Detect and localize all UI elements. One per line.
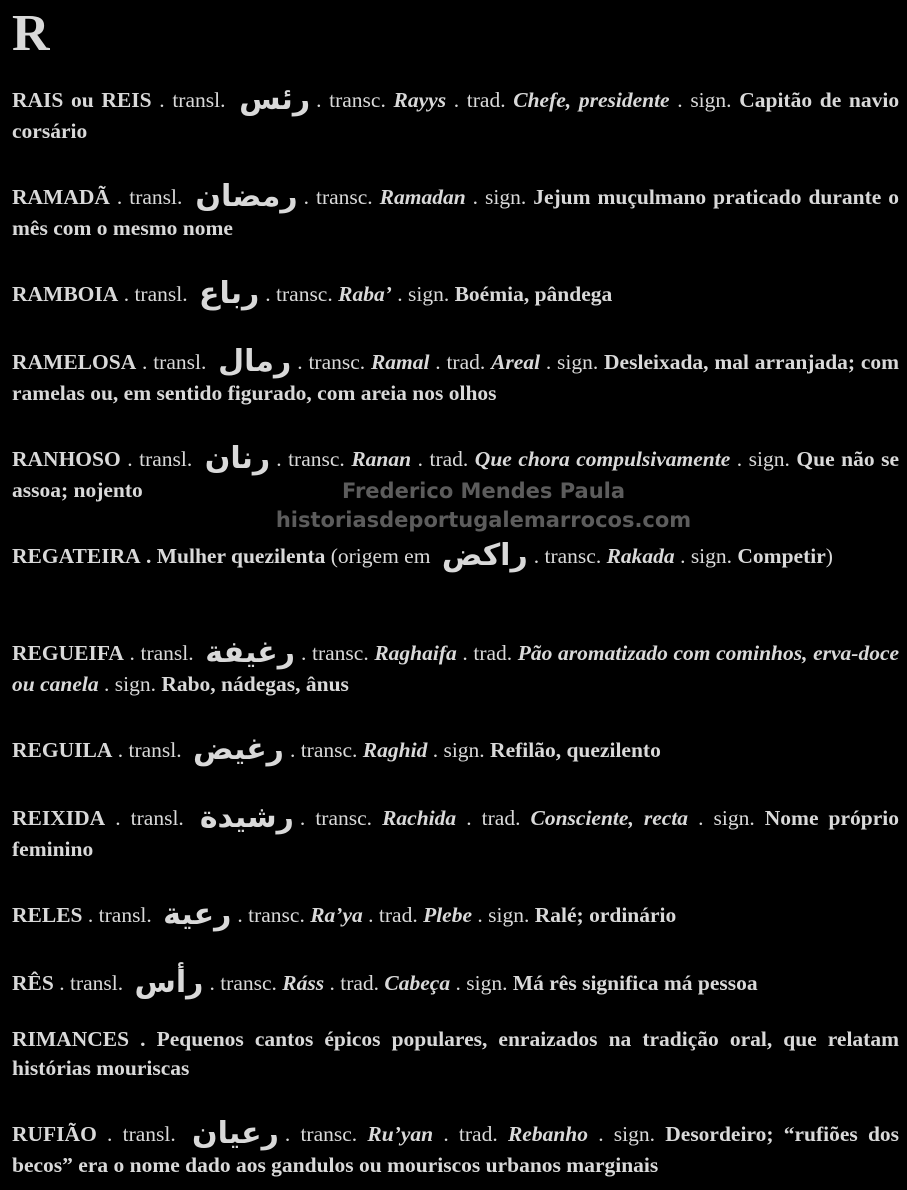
entry-term: RAMELOSA xyxy=(12,350,137,374)
trad-label: . trad. xyxy=(329,971,380,995)
arabic-word: رغيض xyxy=(193,732,284,767)
sign-label: . sign. xyxy=(432,738,485,762)
entry-translation: Areal xyxy=(491,350,541,374)
arabic-word: رئس xyxy=(239,82,311,117)
entry-term: REIXIDA xyxy=(12,806,106,830)
transl-label: . transl. xyxy=(123,282,188,306)
transc-label: . transc. xyxy=(237,903,305,927)
arabic-word: رعية xyxy=(163,897,232,932)
entry-term: RIMANCES xyxy=(12,1027,130,1051)
arabic-word: رنان xyxy=(204,441,271,476)
glossary-entry xyxy=(12,538,899,573)
sign-label: . sign. xyxy=(598,1122,656,1146)
transc-label: . transc. xyxy=(533,544,602,568)
transc-label: . transc. xyxy=(209,971,277,995)
glossary-entry xyxy=(12,635,900,700)
arabic-word: رباع xyxy=(198,276,260,311)
arabic-word: رشيدة xyxy=(199,800,294,835)
transc-label: . transc. xyxy=(299,806,373,830)
transc-label: . transc. xyxy=(265,282,333,306)
transc-label: . transc. xyxy=(297,350,366,374)
entry-transcription: Raba’ xyxy=(338,282,392,306)
entry-translation: Chefe, presidente xyxy=(513,88,670,112)
trad-label: . trad. xyxy=(462,641,513,665)
sign-label: . sign. xyxy=(545,350,599,374)
entry-description: . Mulher quezilenta xyxy=(146,544,326,568)
entry-translation: Pão aromatizado com cominhos, erva-doce ou canela xyxy=(12,641,900,696)
glossary-entry xyxy=(12,965,899,1000)
entry-meaning: Boémia, pândega xyxy=(454,282,613,306)
arabic-word: رغيفة xyxy=(205,635,296,670)
arabic-word: رأس xyxy=(134,965,204,1000)
arabic-word: رمضان xyxy=(195,179,298,214)
entry-meaning: Capitão de navio corsário xyxy=(12,88,900,143)
transl-label: . transl. xyxy=(115,806,184,830)
glossary-entry xyxy=(12,732,899,767)
entry-meaning: Jejum muçulmano praticado durante o mês com o mesmo nome xyxy=(12,185,900,240)
transl-label: . transl. xyxy=(87,903,152,927)
entry-term: RAMADÃ xyxy=(12,185,110,209)
transl-label: . transl. xyxy=(127,447,193,471)
sign-label: . sign. xyxy=(397,282,450,306)
sign-label: . sign. xyxy=(680,544,733,568)
entry-term: RUFIÃO xyxy=(12,1122,97,1146)
entry-term: RAIS ou REIS xyxy=(12,88,152,112)
transl-label: . transl. xyxy=(59,971,124,995)
glossary-entry xyxy=(12,344,900,409)
sign-label: . sign. xyxy=(455,971,508,995)
entry-transcription: Ru’yan xyxy=(367,1122,434,1146)
entry-meaning: Desordeiro; “rufiões dos becos” era o nome dado aos gandulos ou mouriscos urbanos marginais xyxy=(12,1122,900,1177)
sign-label: . sign. xyxy=(677,88,732,112)
entry-translation: Rebanho xyxy=(507,1122,588,1146)
sign-label: . sign. xyxy=(736,447,790,471)
entry-term: RAMBOIA xyxy=(12,282,119,306)
trad-label: . trad. xyxy=(466,806,521,830)
transc-label: . transc. xyxy=(316,88,386,112)
entry-translation: Plebe xyxy=(423,903,473,927)
entry-meaning: Má rês significa má pessoa xyxy=(512,971,758,995)
glossary-entry xyxy=(12,1025,899,1083)
section-letter: R xyxy=(12,5,50,62)
trad-label: . trad. xyxy=(417,447,469,471)
entry-meaning: Refilão, quezilento xyxy=(490,738,661,762)
entry-description: . Pequenos cantos épicos populares, enraizados na tradição oral, que relatam histórias mouriscas xyxy=(12,1027,900,1080)
transl-label: . transl. xyxy=(107,1122,176,1146)
entry-translation: Cabeça xyxy=(384,971,451,995)
transc-label: . transc. xyxy=(276,447,345,471)
entry-transcription: Ranan xyxy=(351,447,412,471)
transc-label: . transc. xyxy=(301,641,369,665)
glossary-entry xyxy=(12,897,899,932)
entry-transcription: Rakada xyxy=(606,544,675,568)
entry-term: REGATEIRA xyxy=(12,544,141,568)
origin-close: ) xyxy=(825,544,833,568)
entry-transcription: Raghaifa xyxy=(374,641,457,665)
transl-label: . transl. xyxy=(129,641,194,665)
glossary-entry xyxy=(12,82,900,147)
entry-term: REGUILA xyxy=(12,738,113,762)
entry-transcription: Ramal xyxy=(370,350,430,374)
entry-transcription: Ra’ya xyxy=(310,903,363,927)
origin-open: (origem em xyxy=(330,544,431,568)
arabic-word: راكض xyxy=(441,538,528,573)
arabic-word: رمال xyxy=(218,344,292,379)
glossary-entry xyxy=(12,1116,900,1181)
trad-label: . trad. xyxy=(435,350,486,374)
entry-transcription: Ráss xyxy=(282,971,325,995)
entry-meaning: Competir xyxy=(737,544,826,568)
trad-label: . trad. xyxy=(443,1122,498,1146)
glossary-entry xyxy=(12,179,900,244)
sign-label: . sign. xyxy=(103,672,156,696)
transl-label: . transl. xyxy=(117,738,182,762)
entry-transcription: Raghid xyxy=(362,738,428,762)
entry-meaning: Desleixada, mal arranjada; com ramelas ou, em sentido figurado, com areia nos olhos xyxy=(12,350,900,405)
transc-label: . transc. xyxy=(289,738,358,762)
transl-label: . transl. xyxy=(116,185,183,209)
transl-label: . transl. xyxy=(142,350,207,374)
glossary-entry xyxy=(12,276,899,311)
entry-transcription: Rachida xyxy=(382,806,457,830)
entry-translation: Consciente, recta xyxy=(530,806,689,830)
arabic-word: رعيان xyxy=(191,1116,279,1151)
entry-term: RELES xyxy=(12,903,83,927)
watermark-author: Frederico Mendes Paula xyxy=(341,479,626,503)
trad-label: . trad. xyxy=(453,88,506,112)
entry-term: REGUEIFA xyxy=(12,641,124,665)
entry-meaning: Rabo, nádegas, ânus xyxy=(161,672,349,696)
glossary-entry xyxy=(12,800,900,865)
entry-meaning: Nome próprio feminino xyxy=(12,806,900,861)
entry-term: RANHOSO xyxy=(12,447,121,471)
entry-transcription: Ramadan xyxy=(379,185,466,209)
sign-label: . sign. xyxy=(477,903,530,927)
sign-label: . sign. xyxy=(472,185,527,209)
transc-label: . transc. xyxy=(303,185,373,209)
entry-term: RÊS xyxy=(12,971,54,995)
entry-meaning: Que não se assoa; nojento xyxy=(12,447,900,502)
entry-meaning: Ralé; ordinário xyxy=(534,903,677,927)
entry-translation: Que chora compulsivamente xyxy=(474,447,731,471)
transl-label: . transl. xyxy=(159,88,226,112)
transc-label: . transc. xyxy=(284,1122,358,1146)
sign-label: . sign. xyxy=(698,806,755,830)
trad-label: . trad. xyxy=(368,903,418,927)
watermark-website: historiasdeportugalemarrocos.com xyxy=(275,508,692,532)
entry-transcription: Rayys xyxy=(393,88,447,112)
